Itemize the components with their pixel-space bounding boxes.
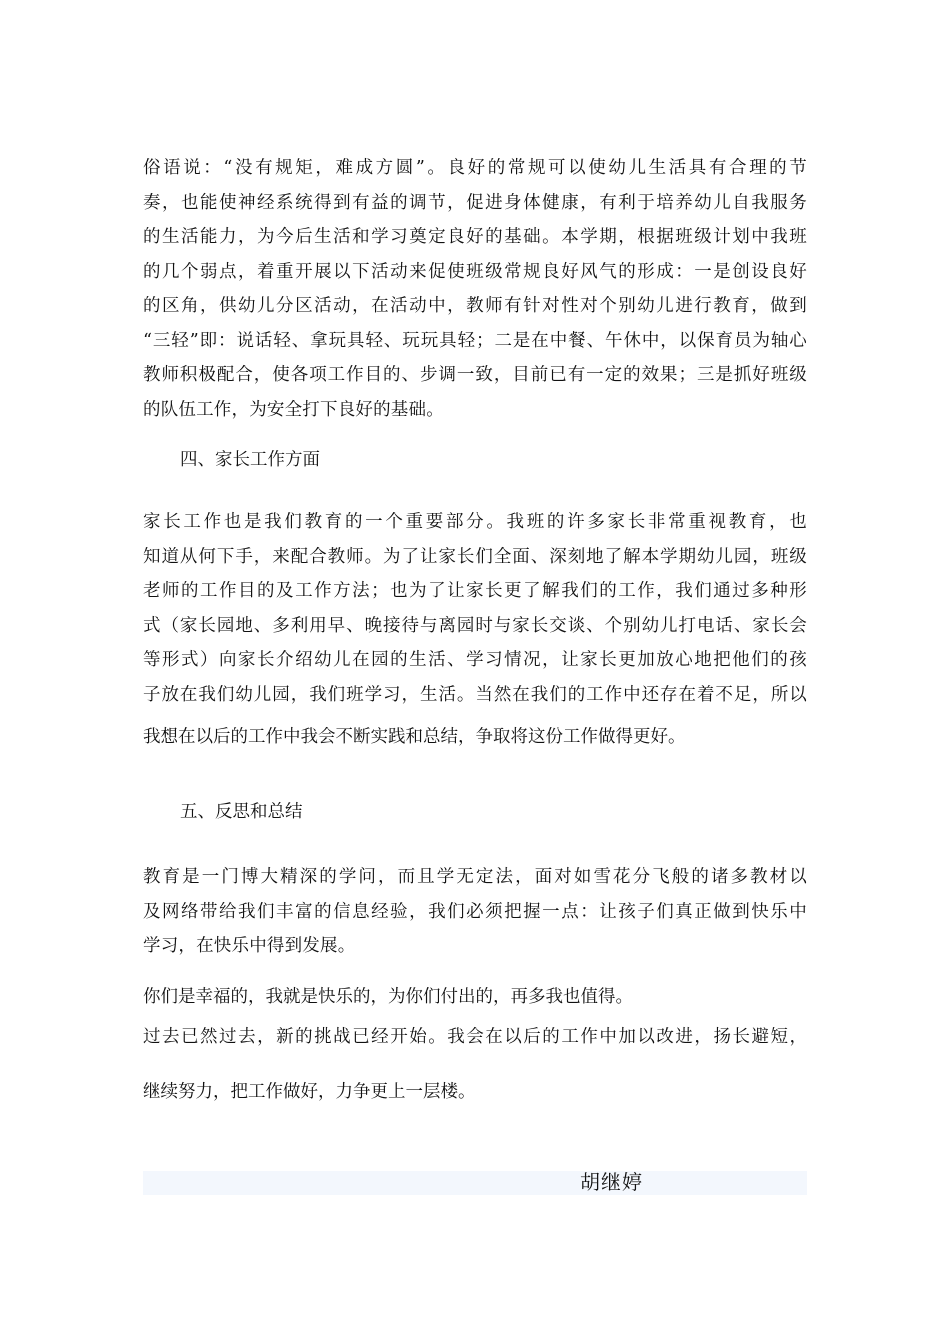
text-line: 的队伍工作，为安全打下良好的基础。 bbox=[143, 399, 444, 420]
text-line: “三轻”即：说话轻、拿玩具轻、玩玩具轻；二是在中餐、午休中，以保育员为轴心 bbox=[143, 330, 807, 351]
text-line: 的几个弱点，着重开展以下活动来促使班级常规良好风气的形成：一是创设良好 bbox=[143, 261, 807, 282]
text-line: 家长工作也是我们教育的一个重要部分。我班的许多家长非常重视教育，也 bbox=[143, 512, 807, 532]
paragraph-continue: 继续努力，把工作做好，力争更上一层楼。 bbox=[143, 1082, 476, 1102]
text-line: 式（家长园地、多利用早、晚接待与离园时与家长交谈、个别幼儿打电话、家长会 bbox=[143, 615, 807, 636]
text-line: 俗语说：“没有规矩，难成方圆”。良好的常规可以使幼儿生活具有合理的节 bbox=[143, 158, 807, 178]
paragraph-routine bbox=[143, 151, 807, 427]
text-line: 子放在我们幼儿园，我们班学习，生活。当然在我们的工作中还存在着不足，所以 bbox=[143, 684, 807, 705]
text-line: 的生活能力，为今后生活和学习奠定良好的基础。本学期，根据班级计划中我班 bbox=[143, 227, 807, 247]
paragraph-happy: 你们是幸福的，我就是快乐的，为你们付出的，再多我也值得。 bbox=[143, 987, 633, 1007]
text-line: 等形式）向家长介绍幼儿在园的生活、学习情况，让家长更加放心地把他们的孩 bbox=[143, 650, 807, 670]
section-heading-reflection: 五、反思和总结 bbox=[180, 802, 303, 822]
text-line: 知道从何下手，来配合教师。为了让家长们全面、深刻地了解本学期幼儿园，班级 bbox=[143, 546, 807, 567]
signature-band bbox=[143, 1171, 807, 1195]
signature-name: 胡继婷 bbox=[580, 1170, 643, 1194]
text-line: 教育是一门博大精深的学问，而且学无定法，面对如雪花分飞般的诸多教材以 bbox=[143, 867, 807, 887]
paragraph-future: 过去已然过去，新的挑战已经开始。我会在以后的工作中加以改进，扬长避短， bbox=[143, 1027, 807, 1047]
paragraph-parents bbox=[143, 505, 807, 712]
text-line: 奏，也能使神经系统得到有益的调节，促进身体健康，有利于培养幼儿自我服务 bbox=[143, 192, 807, 213]
section-heading-parents: 四、家长工作方面 bbox=[180, 450, 320, 470]
paragraph-reflection bbox=[143, 860, 807, 964]
text-line: 教师积极配合，使各项工作目的、步调一致，目前已有一定的效果；三是抓好班级 bbox=[143, 365, 807, 385]
text-line: 老师的工作目的及工作方法；也为了让家长更了解我们的工作，我们通过多种形 bbox=[143, 581, 807, 601]
text-line: 的区角，供幼儿分区活动，在活动中，教师有针对性对个别幼儿进行教育，做到 bbox=[143, 296, 807, 316]
text-line: 及网络带给我们丰富的信息经验，我们必须把握一点：让孩子们真正做到快乐中 bbox=[143, 901, 807, 922]
paragraph-parents-closing: 我想在以后的工作中我会不断实践和总结，争取将这份工作做得更好。 bbox=[143, 727, 686, 747]
text-line: 学习，在快乐中得到发展。 bbox=[143, 936, 356, 956]
